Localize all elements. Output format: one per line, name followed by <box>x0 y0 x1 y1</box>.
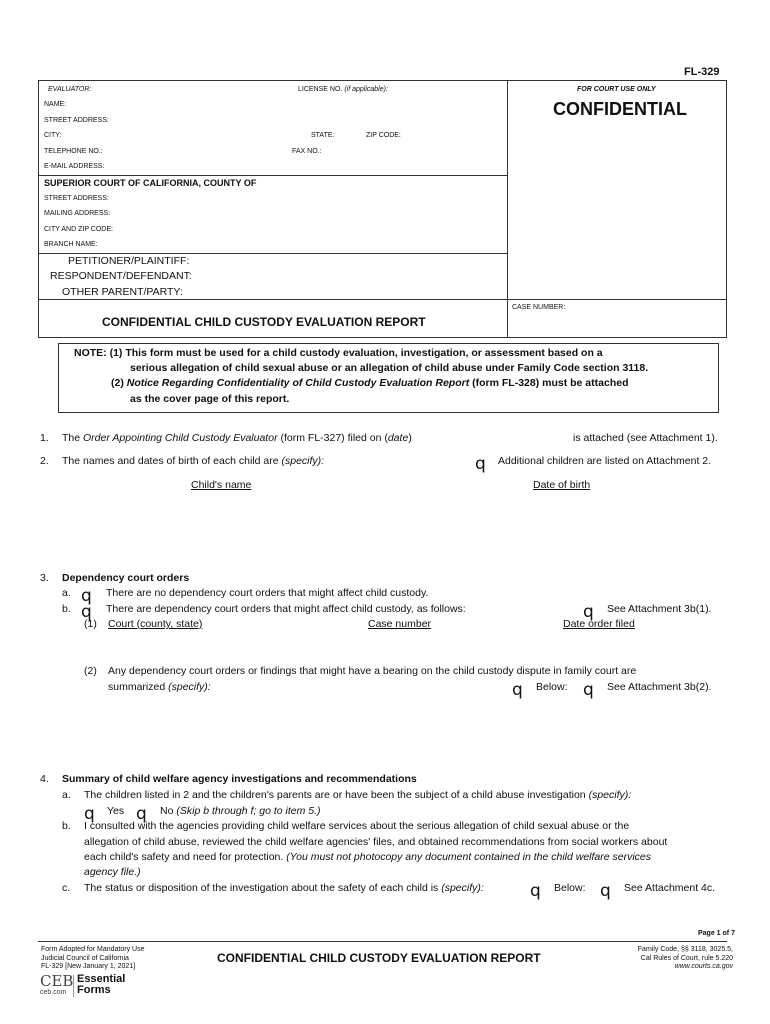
date-order-filed-header: Date order filed <box>563 618 635 630</box>
checkbox-4a-no[interactable]: q <box>136 804 147 824</box>
checkbox-4a-yes[interactable]: q <box>84 804 95 824</box>
item3b2-number: (2) <box>84 665 97 677</box>
caption-parties-line <box>38 253 508 254</box>
item4-heading: Summary of child welfare agency investigations and recommendations <box>62 773 417 785</box>
logo-divider <box>73 975 74 997</box>
form-number: FL-329 <box>684 66 720 78</box>
item4b-line-2: allegation of child abuse, reviewed the child welfare agencies' files, and obtained recommendations from social workers about <box>84 836 668 848</box>
checkbox-3b2-below[interactable]: q <box>512 680 523 700</box>
item4c-text: The status or disposition of the investigation about the safety of each child is (specify): <box>84 882 484 894</box>
item3b-text: There are dependency court orders that might affect child custody, as follows: <box>106 603 466 615</box>
checkbox-3b[interactable]: q <box>81 602 92 622</box>
ceb-logo: CEB ceb.com <box>40 972 74 996</box>
item1-attached: is attached (see Attachment 1). <box>573 432 718 444</box>
respondent-field[interactable]: RESPONDENT/DEFENDANT: <box>50 270 192 282</box>
item3b2-text: Any dependency court orders or findings that might have a bearing on the child custody dispute in family court are <box>108 665 637 677</box>
item4c-letter: c. <box>62 882 71 894</box>
petitioner-field[interactable]: PETITIONER/PLAINTIFF: <box>68 255 190 267</box>
item3b2-attachment-label: See Attachment 3b(2). <box>607 681 712 693</box>
checkbox-4c-below[interactable]: q <box>530 881 541 901</box>
court-county-header: Court (county, state) <box>108 618 203 630</box>
item3b1-attachment-label: See Attachment 3b(1). <box>607 603 712 615</box>
adoption-note: Form Adopted for Mandatory Use Judicial Council of California FL-329 [New January 1, 2021] <box>41 946 145 970</box>
court-street-field[interactable]: STREET ADDRESS: <box>44 195 109 202</box>
court-mailing-field[interactable]: MAILING ADDRESS: <box>44 210 111 217</box>
street-field[interactable]: STREET ADDRESS: <box>44 117 109 124</box>
item2-number: 2. <box>40 455 49 467</box>
item3b2-below-label: Below: <box>536 681 568 693</box>
essential-forms-logo: Essential Forms <box>77 973 126 996</box>
form-title: CONFIDENTIAL CHILD CUSTODY EVALUATION REPORT <box>102 315 426 329</box>
item3b2-summarized: summarized (specify): <box>108 681 211 693</box>
item3a-text: There are no dependency court orders that might affect child custody. <box>106 587 429 599</box>
checkbox-additional-children[interactable]: q <box>475 454 486 474</box>
item2-text: The names and dates of birth of each child are (specify): <box>62 455 325 467</box>
zip-field[interactable]: ZIP CODE: <box>366 132 401 139</box>
item4c-attachment-label: See Attachment 4c. <box>624 882 716 894</box>
item4c-below-label: Below: <box>554 882 586 894</box>
item3a-letter: a. <box>62 587 71 599</box>
item3-heading: Dependency court orders <box>62 572 190 584</box>
note-line-3: (2) Notice Regarding Confidentiality of Child Custody Evaluation Report (form FL-328) must be attached <box>111 377 629 389</box>
state-field[interactable]: STATE: <box>311 132 335 139</box>
item3b-letter: b. <box>62 603 71 615</box>
item4b-line-4: agency file.) <box>84 866 141 878</box>
caption-court-line <box>38 175 508 176</box>
item4a-text: The children listed in 2 and the children's parents are or have been the subject of a child abuse investigation (specify): <box>84 789 632 801</box>
item2-additional-label: Additional children are listed on Attachment 2. <box>498 455 712 467</box>
item4a-no-label: No (Skip b through f; go to item 5.) <box>160 805 321 817</box>
case-number-header: Case number <box>368 618 432 630</box>
footer-title: CONFIDENTIAL CHILD CUSTODY EVALUATION REPORT <box>217 951 541 965</box>
court-title: SUPERIOR COURT OF CALIFORNIA, COUNTY OF <box>44 178 257 188</box>
item4b-line-1: I consulted with the agencies providing child welfare services about the serious allegation of child sexual abuse or the <box>84 820 630 832</box>
note-line-1: NOTE: (1) This form must be used for a child custody evaluation, investigation, or assessment based on a <box>74 347 603 359</box>
item4b-letter: b. <box>62 820 71 832</box>
footer-rule <box>38 941 727 942</box>
checkbox-3b1-attachment[interactable]: q <box>583 602 594 622</box>
case-number-field[interactable]: CASE NUMBER: <box>512 304 566 311</box>
date-of-birth-header: Date of birth <box>533 479 591 491</box>
other-parent-field[interactable]: OTHER PARENT/PARTY: <box>62 286 183 298</box>
item4a-yes-label: Yes <box>107 805 125 817</box>
note-line-2: serious allegation of child sexual abuse or an allegation of child abuse under Family Code section 3118. <box>130 362 649 374</box>
fax-field[interactable]: FAX NO.: <box>292 148 322 155</box>
checkbox-3a[interactable]: q <box>81 586 92 606</box>
confidential-stamp: CONFIDENTIAL <box>553 99 687 119</box>
note-line-4: as the cover page of this report. <box>130 393 290 405</box>
court-branch-field[interactable]: BRANCH NAME: <box>44 241 98 248</box>
legal-citations: Family Code, §§ 3118, 3025.5, Cal Rules of Court, rule 5.220 www.courts.ca.gov <box>637 946 733 970</box>
page-number: Page 1 of 7 <box>698 930 735 937</box>
item3b1-number: (1) <box>84 618 97 630</box>
checkbox-3b2-attachment[interactable]: q <box>583 680 594 700</box>
item3-number: 3. <box>40 572 49 584</box>
evaluator-label: EVALUATOR: <box>48 86 92 93</box>
caption-title-line <box>38 299 727 300</box>
item1-number: 1. <box>40 432 49 444</box>
license-label: LICENSE NO. (if applicable): <box>298 86 388 93</box>
court-city-zip-field[interactable]: CITY AND ZIP CODE: <box>44 226 113 233</box>
court-use-label: FOR COURT USE ONLY <box>577 86 656 93</box>
telephone-field[interactable]: TELEPHONE NO.: <box>44 148 103 155</box>
city-field[interactable]: CITY: <box>44 132 62 139</box>
item4b-line-3: each child's safety and need for protection. (You must not photocopy any document contained in the child welfare services <box>84 851 652 863</box>
child-name-header: Child's name <box>191 479 252 491</box>
checkbox-4c-attachment[interactable]: q <box>600 881 611 901</box>
item1-text: The Order Appointing Child Custody Evaluator (form FL-327) filed on (date) <box>62 432 412 444</box>
item4-number: 4. <box>40 773 49 785</box>
email-field[interactable]: E-MAIL ADDRESS: <box>44 163 105 170</box>
name-field[interactable]: NAME: <box>44 101 67 108</box>
item4a-letter: a. <box>62 789 71 801</box>
